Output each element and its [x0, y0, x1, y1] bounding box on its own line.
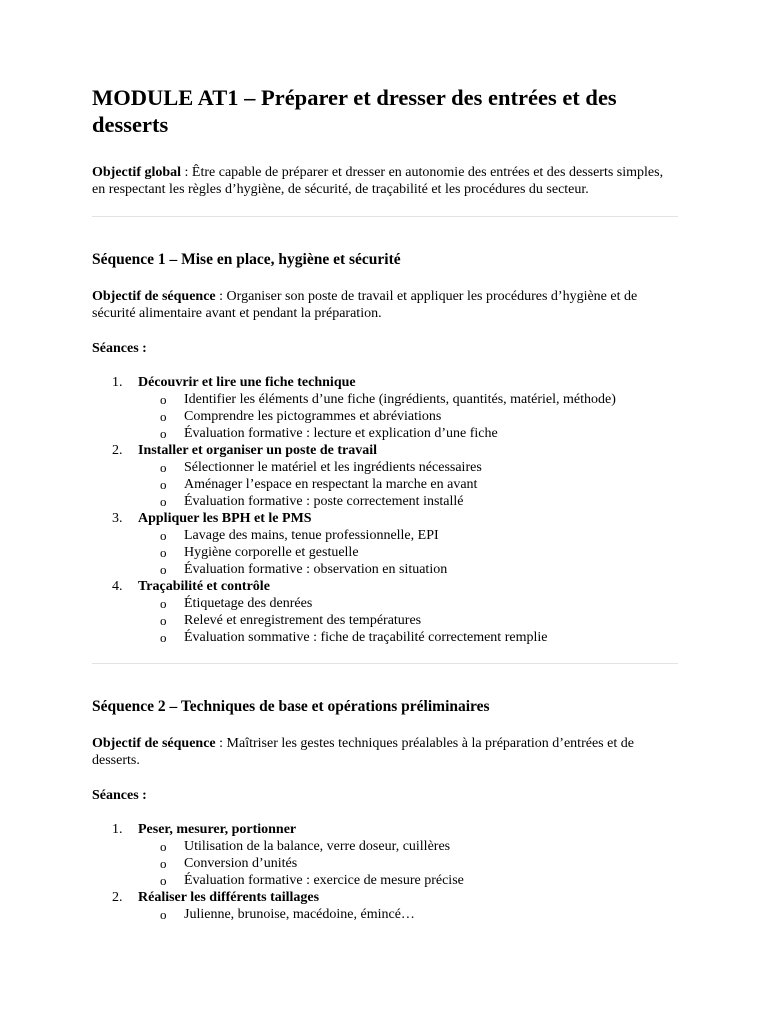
- sequence-objective-text: : Maîtriser les gestes techniques préalables à la préparation d’entrées et de desserts.: [92, 736, 634, 768]
- circle-bullet-icon: o: [160, 630, 167, 645]
- sequence-objective: [92, 288, 678, 322]
- seances-list: [92, 374, 678, 646]
- seance-number: 2.: [112, 443, 123, 458]
- seance-item: [92, 510, 678, 578]
- sub-item-text: Julienne, brunoise, macédoine, émincé…: [184, 907, 415, 922]
- circle-bullet-icon: o: [160, 562, 167, 577]
- sequence-title: Séquence 1 – Mise en place, hygiène et sécurité: [92, 251, 401, 268]
- circle-bullet-icon: o: [160, 545, 167, 560]
- seance-number: 2.: [112, 890, 123, 905]
- section-divider: [92, 663, 678, 664]
- sub-item: [92, 527, 678, 544]
- sequence-1: [92, 250, 678, 646]
- sub-item-text: Aménager l’espace en respectant la marche en avant: [184, 477, 478, 492]
- seance-title: Réaliser les différents taillages: [138, 890, 320, 905]
- sub-item: [92, 855, 678, 872]
- sub-item: [92, 629, 678, 646]
- circle-bullet-icon: o: [160, 477, 167, 492]
- section-divider: [92, 216, 678, 217]
- sub-item: [92, 872, 678, 889]
- circle-bullet-icon: o: [160, 528, 167, 543]
- seance-item: [92, 889, 678, 923]
- sub-item: [92, 561, 678, 578]
- seance-sublist: [138, 838, 678, 889]
- sub-item-text: Relevé et enregistrement des températures: [184, 613, 422, 628]
- seance-sublist: [138, 906, 678, 923]
- seances-label: [92, 787, 678, 804]
- sub-item: [92, 493, 678, 510]
- sub-item: [92, 838, 678, 855]
- document-page: [92, 84, 678, 923]
- sub-item-text: Évaluation formative : observation en situation: [184, 562, 448, 577]
- seances-list: [92, 821, 678, 923]
- sub-item: [92, 544, 678, 561]
- seance-number: 4.: [112, 579, 123, 594]
- circle-bullet-icon: o: [160, 856, 167, 871]
- circle-bullet-icon: o: [160, 839, 167, 854]
- seance-number: 1.: [112, 822, 123, 837]
- sub-item-text: Hygiène corporelle et gestuelle: [184, 545, 359, 560]
- seance-item: [92, 442, 678, 510]
- sub-item-text: Comprendre les pictogrammes et abréviations: [184, 409, 442, 424]
- seance-item: [92, 578, 678, 646]
- seances-label: [92, 340, 678, 357]
- sub-item-text: Évaluation formative : poste correctement installé: [184, 494, 464, 509]
- seances-label-text: Séances :: [92, 788, 147, 803]
- objective-global-label: Objectif global: [92, 165, 182, 180]
- sub-item: [92, 425, 678, 442]
- sub-item: [92, 906, 678, 923]
- seance-title: Installer et organiser un poste de travail: [138, 443, 378, 458]
- sequence-objective: [92, 735, 678, 769]
- sub-item: [92, 391, 678, 408]
- seance-title: Découvrir et lire une fiche technique: [138, 375, 356, 390]
- seance-number: 1.: [112, 375, 123, 390]
- circle-bullet-icon: o: [160, 907, 167, 922]
- sub-item: [92, 476, 678, 493]
- sub-item-text: Identifier les éléments d’une fiche (ingrédients, quantités, matériel, méthode): [184, 392, 616, 407]
- objective-global: [92, 164, 678, 198]
- page-title: MODULE AT1 – Préparer et dresser des entrées et des desserts: [92, 85, 617, 137]
- sequence-2: [92, 697, 678, 923]
- sub-item: [92, 612, 678, 629]
- seances-label-text: Séances :: [92, 341, 147, 356]
- sequence-objective-label: Objectif de séquence: [92, 289, 216, 304]
- seance-title: Appliquer les BPH et le PMS: [138, 511, 312, 526]
- circle-bullet-icon: o: [160, 596, 167, 611]
- seance-title: Peser, mesurer, portionner: [138, 822, 297, 837]
- seance-title: Traçabilité et contrôle: [138, 579, 270, 594]
- circle-bullet-icon: o: [160, 392, 167, 407]
- seance-sublist: [138, 527, 678, 578]
- sequence-objective-label: Objectif de séquence: [92, 736, 216, 751]
- sequence-title: Séquence 2 – Techniques de base et opérations préliminaires: [92, 698, 490, 715]
- circle-bullet-icon: o: [160, 873, 167, 888]
- seance-item: [92, 821, 678, 889]
- circle-bullet-icon: o: [160, 613, 167, 628]
- seance-sublist: [138, 459, 678, 510]
- seance-item: [92, 374, 678, 442]
- sub-item-text: Conversion d’unités: [184, 856, 298, 871]
- sub-item: [92, 459, 678, 476]
- sub-item-text: Étiquetage des denrées: [184, 596, 313, 611]
- seance-number: 3.: [112, 511, 123, 526]
- sub-item-text: Évaluation formative : lecture et explication d’une fiche: [184, 426, 498, 441]
- sub-item-text: Lavage des mains, tenue professionnelle, EPI: [184, 528, 439, 543]
- objective-global-text: : Être capable de préparer et dresser en autonomie des entrées et des desserts simples, en respectant les règles d’hygiène, de sécurité, de traçabilité et les procédures du secteur.: [92, 165, 664, 197]
- sub-item-text: Évaluation formative : exercice de mesure précise: [184, 873, 464, 888]
- circle-bullet-icon: o: [160, 426, 167, 441]
- sub-item-text: Sélectionner le matériel et les ingrédients nécessaires: [184, 460, 482, 475]
- sub-item-text: Évaluation sommative : fiche de traçabilité correctement remplie: [184, 630, 548, 645]
- seance-sublist: [138, 595, 678, 646]
- circle-bullet-icon: o: [160, 460, 167, 475]
- circle-bullet-icon: o: [160, 409, 167, 424]
- sequence-objective-text: : Organiser son poste de travail et appliquer les procédures d’hygiène et de sécurité alimentaire avant et pendant la préparation.: [92, 289, 638, 321]
- seance-sublist: [138, 391, 678, 442]
- sub-item: [92, 408, 678, 425]
- sub-item-text: Utilisation de la balance, verre doseur, cuillères: [184, 839, 451, 854]
- circle-bullet-icon: o: [160, 494, 167, 509]
- sub-item: [92, 595, 678, 612]
